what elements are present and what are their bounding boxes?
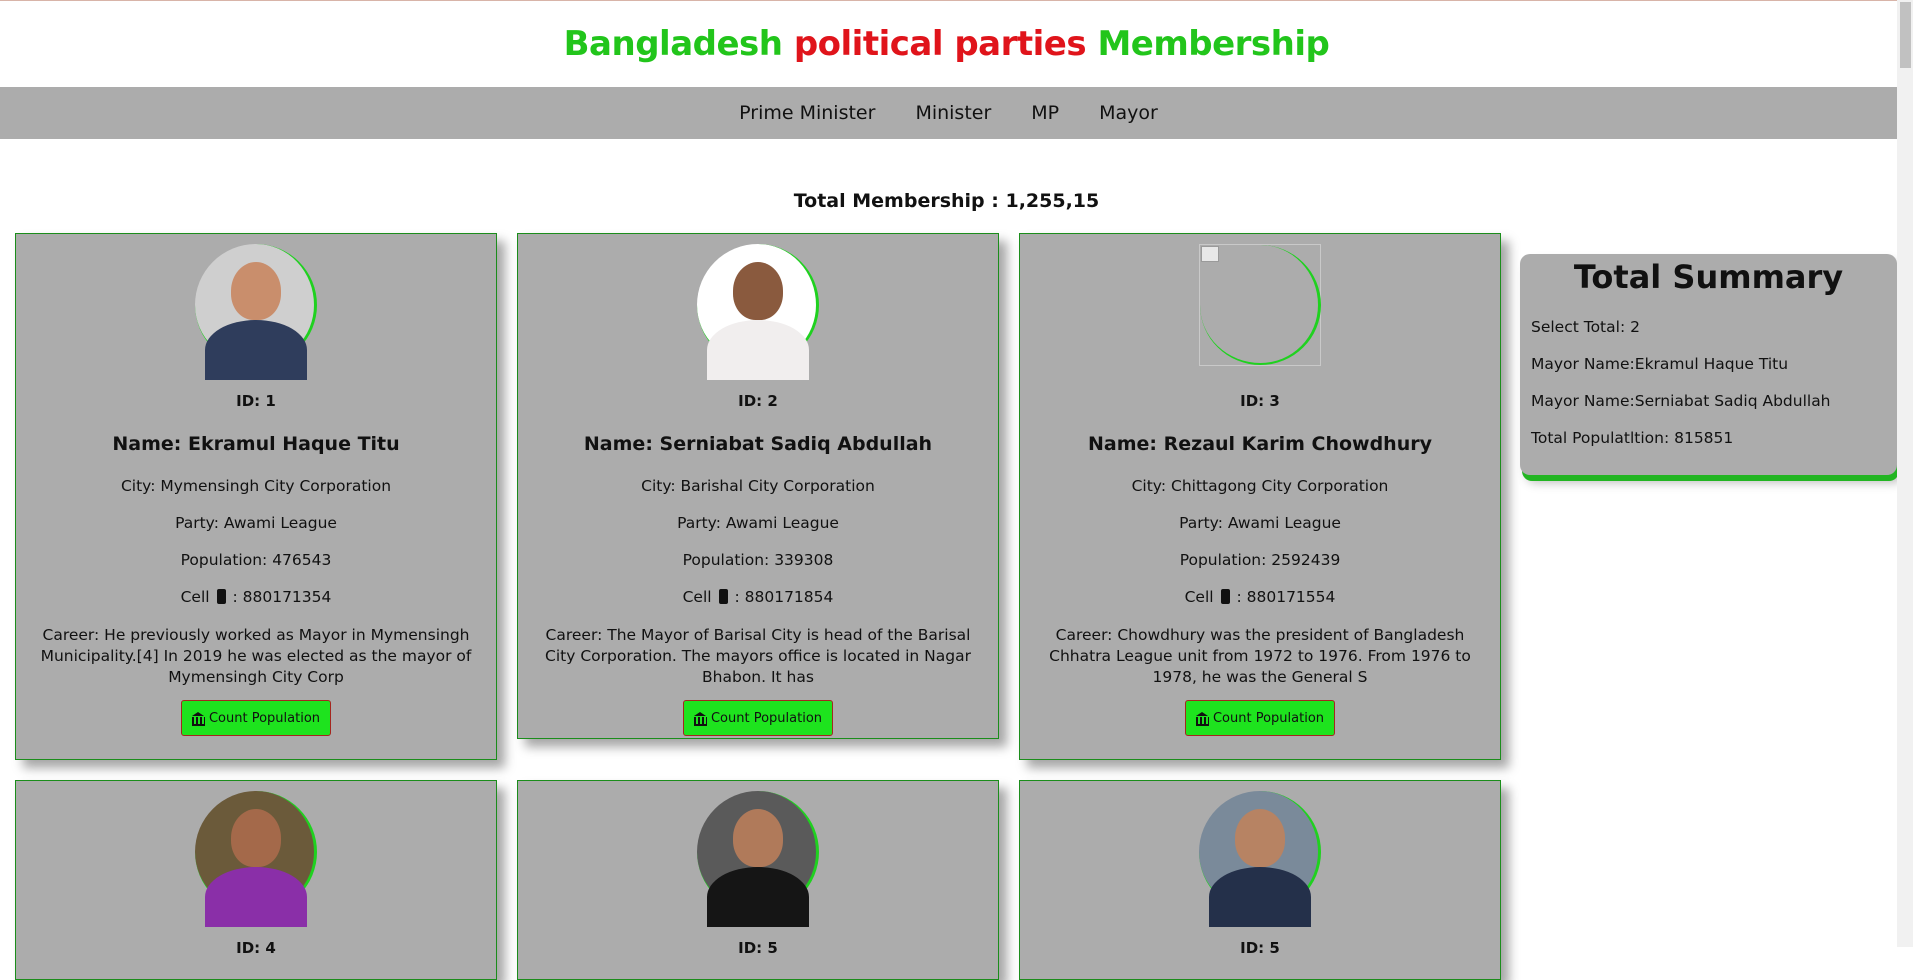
top-border-line (0, 0, 1913, 1)
mayor-card-6 (1019, 780, 1501, 980)
card-city: City: Barishal City Corporation (641, 477, 875, 495)
mayor-card-4 (15, 780, 497, 980)
card-party: Party: Awami League (175, 514, 337, 532)
summary-title: Total Summary (1573, 258, 1844, 296)
bank-icon (1196, 712, 1209, 724)
mayor-card-5 (517, 780, 999, 980)
card-id: ID: 1 (236, 392, 276, 410)
summary-select-total: Select Total: 2 (1531, 318, 1640, 336)
card-population: Population: 2592439 (1179, 551, 1341, 569)
avatar (195, 791, 317, 913)
phone-icon (1221, 589, 1230, 604)
card-career: Career: He previously worked as Mayor in Mymensingh Municipality.[4] In 2019 he was elected as the mayor of Mymensingh City Corp (40, 626, 472, 686)
card-id: ID: 5 (1240, 939, 1280, 957)
scrollbar-thumb[interactable] (1900, 2, 1911, 68)
card-cell (518, 588, 998, 606)
count-population-button[interactable] (683, 700, 833, 736)
count-population-button[interactable] (181, 700, 331, 736)
cell-label: Cell (180, 588, 210, 606)
card-cell (1020, 588, 1500, 606)
bank-icon (192, 712, 205, 724)
mayor-card-3 (1019, 233, 1501, 760)
nav-prime-minister[interactable]: Prime Minister (739, 102, 876, 124)
summary-mayor-1: Mayor Name:Ekramul Haque Titu (1531, 355, 1789, 373)
bank-icon (694, 712, 707, 724)
card-population: Population: 339308 (682, 551, 834, 569)
card-party: Party: Awami League (677, 514, 839, 532)
site-title-part-1: Bangladesh (563, 24, 783, 64)
card-name: Name: Rezaul Karim Chowdhury (1088, 433, 1432, 455)
card-id: ID: 2 (738, 392, 778, 410)
nav-mp[interactable]: MP (1031, 102, 1060, 124)
summary-mayor-2: Mayor Name:Serniabat Sadiq Abdullah (1531, 392, 1831, 410)
cell-number: : 880171354 (232, 588, 332, 606)
card-city: City: Chittagong City Corporation (1131, 477, 1389, 495)
card-id: ID: 5 (738, 939, 778, 957)
vertical-scrollbar[interactable] (1897, 0, 1913, 947)
count-population-label: Count Population (1212, 710, 1325, 726)
phone-icon (719, 589, 728, 604)
avatar (697, 244, 819, 366)
avatar (697, 791, 819, 913)
card-party: Party: Awami League (1179, 514, 1341, 532)
site-title-part-3: Membership (1097, 24, 1330, 64)
card-career: Career: The Mayor of Barisal City is head of the Barisal City Corporation. The mayors office is located in Nagar Bhabon. It has (545, 626, 971, 686)
site-title-part-2: political parties (793, 24, 1087, 64)
total-membership: Total Membership : 1,255,15 (793, 190, 1100, 212)
count-population-label: Count Population (710, 710, 823, 726)
broken-image-icon (1201, 246, 1219, 262)
card-id: ID: 3 (1240, 392, 1280, 410)
card-cell (16, 588, 496, 606)
card-population: Population: 476543 (180, 551, 332, 569)
card-id: ID: 4 (236, 939, 276, 957)
avatar (195, 244, 317, 366)
site-title (0, 24, 1893, 64)
nav-mayor[interactable]: Mayor (1099, 102, 1158, 124)
cell-number: : 880171854 (734, 588, 834, 606)
cell-label: Cell (1184, 588, 1214, 606)
nav-minister[interactable]: Minister (915, 102, 992, 124)
card-name: Name: Ekramul Haque Titu (112, 433, 400, 455)
avatar (1199, 791, 1321, 913)
avatar-broken-image (1199, 244, 1321, 366)
main-navbar (0, 87, 1897, 139)
count-population-button[interactable] (1185, 700, 1335, 736)
mayor-card-2 (517, 233, 999, 739)
mayor-card-1 (15, 233, 497, 760)
summary-total-population: Total Populatltion: 815851 (1531, 429, 1734, 447)
card-city: City: Mymensingh City Corporation (120, 477, 392, 495)
total-summary-panel (1520, 254, 1897, 475)
cell-label: Cell (682, 588, 712, 606)
cell-number: : 880171554 (1236, 588, 1336, 606)
card-name: Name: Serniabat Sadiq Abdullah (583, 433, 933, 455)
count-population-label: Count Population (208, 710, 321, 726)
phone-icon (217, 589, 226, 604)
card-career: Career: Chowdhury was the president of Bangladesh Chhatra League unit from 1972 to 1976. From 1976 to 1978, he was the General S (1049, 626, 1471, 686)
